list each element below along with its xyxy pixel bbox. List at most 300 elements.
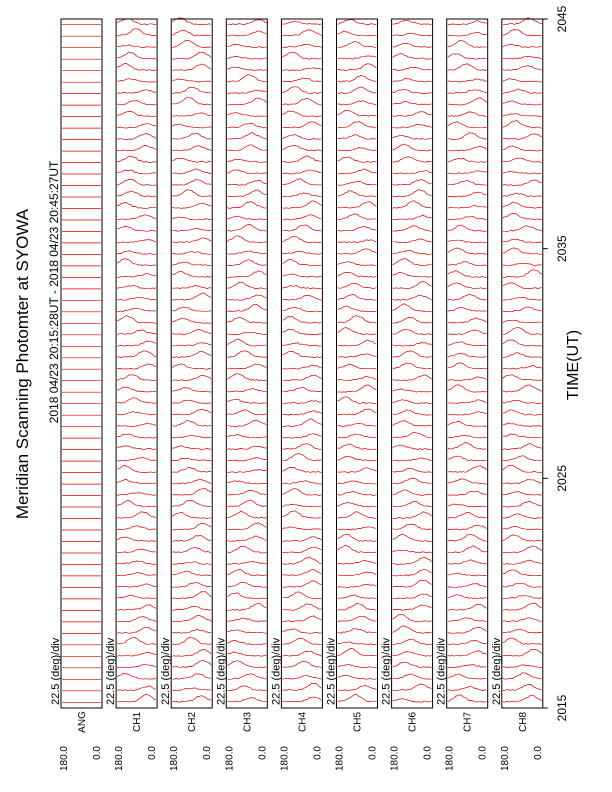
scan-trace <box>117 19 156 25</box>
scan-trace <box>338 181 377 185</box>
scan-trace <box>117 330 156 335</box>
scan-trace <box>503 618 542 622</box>
scan-trace <box>393 317 432 323</box>
scan-trace <box>117 29 156 36</box>
scan-trace <box>393 215 432 219</box>
scan-trace <box>503 134 542 140</box>
y-tick-label: 180.0 <box>499 746 511 772</box>
scan-trace <box>117 274 156 278</box>
scan-trace <box>227 56 266 59</box>
scan-trace <box>172 238 211 243</box>
scan-trace <box>393 226 432 232</box>
scan-trace <box>503 535 542 541</box>
scan-trace <box>172 30 211 36</box>
scan-trace <box>448 595 487 599</box>
scan-trace <box>172 375 211 380</box>
scan-trace <box>393 662 432 667</box>
scan-trace <box>338 385 377 392</box>
scan-trace <box>448 79 487 82</box>
scan-trace <box>448 525 487 530</box>
scan-trace <box>282 225 321 231</box>
scan-trace <box>227 698 266 702</box>
scan-trace <box>282 170 321 174</box>
scan-trace <box>448 442 487 449</box>
scan-trace <box>172 467 211 472</box>
scan-trace <box>338 456 377 461</box>
scan-trace <box>227 236 266 243</box>
scan-trace <box>117 501 156 507</box>
scan-trace <box>448 146 487 151</box>
scan-trace <box>227 159 266 162</box>
scan-trace <box>503 583 542 587</box>
scan-trace <box>393 558 432 565</box>
scan-trace <box>503 30 542 36</box>
scan-trace <box>282 30 321 36</box>
scan-trace <box>393 534 432 541</box>
scan-trace <box>282 527 321 530</box>
chart-title: Meridian Scanning Photomter at SYOWA <box>13 208 32 520</box>
scan-trace <box>117 457 156 461</box>
scan-trace <box>282 179 321 186</box>
scan-trace <box>172 650 211 657</box>
scan-trace <box>172 592 211 599</box>
scan-trace <box>338 227 377 232</box>
y-tick-label: 180.0 <box>169 746 181 772</box>
scan-trace <box>172 479 211 484</box>
scan-trace <box>227 44 266 47</box>
scan-trace <box>282 400 321 403</box>
scan-trace <box>503 375 542 381</box>
scan-trace <box>282 592 321 599</box>
scan-trace <box>393 445 432 450</box>
scan-trace <box>172 217 211 220</box>
y-tick-label: 180.0 <box>279 746 291 772</box>
panel-ch1-frame <box>116 19 157 708</box>
scan-trace <box>172 87 211 93</box>
scan-trace <box>503 270 542 278</box>
scan-trace <box>393 569 432 576</box>
scan-trace <box>393 171 432 174</box>
scan-trace <box>448 353 487 357</box>
scan-trace <box>338 603 377 610</box>
scan-trace <box>503 226 542 232</box>
scan-trace <box>172 64 211 70</box>
scan-trace <box>393 281 432 288</box>
scan-trace <box>338 584 377 587</box>
scan-trace <box>503 213 542 219</box>
scan-trace <box>172 446 211 450</box>
scan-trace <box>227 481 266 484</box>
scan-trace <box>503 44 542 47</box>
scan-trace <box>503 695 542 702</box>
y-tick-label: 0.0 <box>477 746 489 760</box>
scan-trace <box>448 491 487 495</box>
scan-trace <box>338 87 377 94</box>
scale-label: 22.5 (deg)/div <box>50 637 62 705</box>
scan-trace <box>172 293 211 300</box>
scan-trace <box>393 44 432 48</box>
scan-trace <box>227 561 266 564</box>
scan-trace <box>448 412 487 415</box>
scan-trace <box>338 534 377 541</box>
scan-trace <box>448 248 487 254</box>
scan-trace <box>172 179 211 185</box>
scan-trace <box>172 674 211 680</box>
scan-trace <box>282 111 321 117</box>
scan-trace <box>393 594 432 599</box>
scan-trace <box>393 79 432 82</box>
scan-trace <box>227 260 266 266</box>
scan-trace <box>503 526 542 530</box>
scan-trace <box>117 673 156 679</box>
scan-trace <box>448 64 487 71</box>
scan-trace <box>338 545 377 553</box>
scan-trace <box>448 262 487 266</box>
scan-trace <box>117 512 156 518</box>
scan-trace <box>448 330 487 335</box>
scan-trace <box>393 33 432 36</box>
scan-trace <box>172 387 211 392</box>
scan-trace <box>227 364 266 369</box>
scan-trace <box>503 673 542 680</box>
scan-trace <box>227 317 266 323</box>
scan-trace <box>227 434 266 438</box>
scan-trace <box>227 470 266 473</box>
scan-trace <box>117 686 156 691</box>
scan-trace <box>448 627 487 633</box>
scan-trace <box>448 421 487 426</box>
scan-trace <box>282 274 321 277</box>
scan-trace <box>503 560 542 564</box>
scan-trace <box>503 546 542 553</box>
scan-trace <box>227 399 266 403</box>
scan-trace <box>338 354 377 358</box>
scan-trace <box>227 225 266 232</box>
scan-trace <box>282 87 321 94</box>
scan-trace <box>117 308 156 312</box>
scan-trace <box>338 121 377 128</box>
scan-trace <box>117 665 156 668</box>
scan-trace <box>503 385 542 392</box>
panel-ch7-traces <box>448 21 487 702</box>
scan-trace <box>172 307 211 311</box>
y-tick-label: 180.0 <box>224 746 236 772</box>
scan-trace <box>117 375 156 381</box>
scan-trace <box>338 306 377 312</box>
scan-trace <box>172 400 211 403</box>
scan-trace <box>448 674 487 679</box>
scan-trace <box>393 615 432 622</box>
scan-trace <box>338 283 377 288</box>
scan-trace <box>448 665 487 668</box>
scan-trace <box>338 560 377 564</box>
scan-trace <box>503 514 542 519</box>
scale-label: 22.5 (deg)/div <box>435 637 448 705</box>
scan-trace <box>117 227 156 232</box>
scan-trace <box>503 502 542 508</box>
scan-trace <box>117 364 156 369</box>
scan-trace <box>503 202 542 208</box>
channel-label: CH5 <box>352 711 364 733</box>
scan-trace <box>282 156 321 163</box>
scan-trace <box>503 283 542 289</box>
scan-trace <box>448 271 487 278</box>
scan-trace <box>117 316 156 324</box>
scan-trace <box>393 605 432 610</box>
scan-trace <box>338 616 377 621</box>
scan-trace <box>227 582 266 587</box>
scan-trace <box>282 78 321 82</box>
scan-trace <box>172 343 211 346</box>
scan-trace <box>448 385 487 392</box>
panel-ch4-traces <box>282 21 321 702</box>
scan-trace <box>172 660 211 667</box>
scan-trace <box>503 479 542 484</box>
scan-trace <box>503 239 542 243</box>
scan-trace <box>338 20 377 25</box>
scan-trace <box>227 458 266 462</box>
scan-trace <box>227 124 266 128</box>
scan-trace <box>117 584 156 588</box>
scan-trace <box>282 604 321 610</box>
scan-trace <box>503 434 542 438</box>
scan-trace <box>448 205 487 208</box>
scan-trace <box>282 286 321 289</box>
scan-trace <box>393 89 432 93</box>
scan-trace <box>117 90 156 94</box>
scan-trace <box>282 307 321 311</box>
scan-trace <box>172 98 211 105</box>
scan-trace <box>448 192 487 197</box>
scan-trace <box>448 225 487 231</box>
scan-trace <box>282 146 321 151</box>
y-tick-label: 0.0 <box>312 746 324 760</box>
scale-label: 22.5 (deg)/div <box>490 637 503 705</box>
scan-trace <box>282 411 321 416</box>
scan-trace <box>503 120 542 128</box>
scan-trace <box>503 570 542 576</box>
scan-trace <box>503 629 542 633</box>
panel-ch1-traces <box>117 19 156 702</box>
scan-trace <box>338 169 377 174</box>
scan-trace <box>338 468 377 473</box>
scan-trace <box>117 617 156 622</box>
scan-trace <box>393 674 432 679</box>
scan-trace <box>282 569 321 576</box>
scan-trace <box>503 56 542 59</box>
y-tick-label: 0.0 <box>202 746 214 760</box>
scan-trace <box>338 481 377 484</box>
scan-trace <box>393 190 432 197</box>
x-tick-label: 2025 <box>555 464 569 492</box>
scan-trace <box>503 328 542 335</box>
scan-trace <box>338 214 377 220</box>
scan-trace <box>503 79 542 82</box>
scan-trace <box>117 146 156 151</box>
scan-trace <box>117 239 156 243</box>
scan-trace <box>338 101 377 105</box>
scan-trace <box>393 639 432 645</box>
scan-trace <box>393 329 432 334</box>
scan-trace <box>117 133 156 139</box>
scan-trace <box>227 282 266 289</box>
scan-trace <box>282 52 321 59</box>
scan-trace <box>172 409 211 415</box>
scan-trace <box>117 549 156 553</box>
scan-trace <box>117 493 156 496</box>
scan-trace <box>338 110 377 116</box>
scan-trace <box>227 67 266 71</box>
scan-trace <box>117 341 156 346</box>
scan-trace <box>393 490 432 496</box>
scale-label: 22.5 (deg)/div <box>325 637 338 705</box>
scan-trace <box>282 481 321 485</box>
scan-trace <box>282 444 321 450</box>
scan-trace <box>117 434 156 438</box>
scan-trace <box>227 295 266 300</box>
scan-trace <box>338 376 377 380</box>
scan-trace <box>117 398 156 404</box>
scan-trace <box>227 339 266 346</box>
scan-trace <box>338 191 377 197</box>
scan-trace <box>503 638 542 645</box>
scan-trace <box>338 664 377 668</box>
scan-trace <box>117 537 156 541</box>
scan-trace <box>393 363 432 369</box>
scale-label: 22.5 (deg)/div <box>380 637 393 705</box>
scan-trace <box>227 251 266 254</box>
scan-trace <box>448 122 487 128</box>
scan-trace <box>282 547 321 553</box>
scan-trace <box>227 490 266 495</box>
scan-trace <box>503 180 542 185</box>
scan-trace <box>338 397 377 404</box>
scan-trace <box>503 400 542 403</box>
scan-trace <box>448 640 487 644</box>
scan-trace <box>117 595 156 598</box>
scan-trace <box>338 31 377 36</box>
scan-trace <box>227 420 266 427</box>
scan-trace <box>282 388 321 392</box>
scan-trace <box>338 135 377 140</box>
scan-trace <box>227 304 266 311</box>
scan-trace <box>282 193 321 197</box>
panel-ch4-frame <box>281 19 322 708</box>
scan-trace <box>172 583 211 588</box>
scan-trace <box>117 251 156 254</box>
scan-trace <box>393 400 432 404</box>
scan-trace <box>448 504 487 507</box>
scan-trace <box>117 100 156 105</box>
scale-label: 22.5 (deg)/div <box>270 637 283 705</box>
scan-trace <box>227 569 266 575</box>
scan-trace <box>393 580 432 587</box>
scan-trace <box>393 410 432 415</box>
scan-trace <box>448 54 487 60</box>
scan-trace <box>448 180 487 185</box>
y-tick-label: 0.0 <box>532 746 544 760</box>
scan-trace <box>448 98 487 105</box>
scan-trace <box>393 478 432 484</box>
scan-trace <box>117 465 156 472</box>
scan-trace <box>503 248 542 254</box>
scan-trace <box>338 249 377 254</box>
scan-trace <box>172 272 211 278</box>
scan-trace <box>393 54 432 60</box>
scan-trace <box>282 122 321 128</box>
scan-trace <box>448 32 487 36</box>
scan-trace <box>338 503 377 508</box>
scan-trace <box>172 318 211 323</box>
scan-trace <box>393 20 432 24</box>
scan-trace <box>227 31 266 36</box>
scan-trace <box>227 652 266 656</box>
scan-trace <box>503 491 542 495</box>
scan-trace <box>227 674 266 680</box>
scan-trace <box>172 523 211 530</box>
scan-trace <box>393 524 432 529</box>
panel-ch2-frame <box>171 19 212 708</box>
scan-trace <box>393 250 432 254</box>
scan-trace <box>227 181 266 186</box>
scan-trace <box>172 435 211 438</box>
scan-trace <box>282 44 321 47</box>
scan-trace <box>117 156 156 163</box>
scan-trace <box>448 512 487 518</box>
scan-trace <box>282 697 321 702</box>
scan-trace <box>282 581 321 587</box>
scan-trace <box>227 523 266 530</box>
scan-trace <box>448 377 487 381</box>
scan-trace <box>393 144 432 151</box>
scan-trace <box>393 180 432 186</box>
scan-trace <box>393 375 432 381</box>
scan-trace <box>117 446 156 450</box>
y-tick-label: 180.0 <box>389 746 401 772</box>
scan-trace <box>393 112 432 117</box>
scan-trace <box>448 158 487 162</box>
scan-trace <box>448 466 487 473</box>
scan-trace <box>227 603 266 610</box>
scan-trace <box>227 500 266 507</box>
scan-trace <box>448 112 487 117</box>
scan-trace <box>227 98 266 105</box>
scan-trace <box>282 629 321 633</box>
scan-trace <box>503 410 542 416</box>
scan-trace <box>393 651 432 656</box>
scan-trace <box>338 409 377 415</box>
scan-trace <box>503 307 542 312</box>
channel-label: ANG <box>77 711 88 733</box>
scan-trace <box>448 604 487 610</box>
scan-trace <box>227 20 266 25</box>
scan-trace <box>227 511 266 518</box>
scale-label: 22.5 (deg)/div <box>105 637 118 705</box>
time-range-label: 2018 04/23 20:15:28UT - 2018 04/23 20:45:27UT <box>47 160 61 424</box>
scan-trace <box>172 203 211 208</box>
scan-trace <box>117 179 156 185</box>
scan-trace <box>448 546 487 553</box>
scan-trace <box>282 375 321 381</box>
scan-trace <box>282 134 321 139</box>
scan-trace <box>448 363 487 369</box>
scan-trace <box>282 504 321 507</box>
scan-trace <box>503 146 542 151</box>
scan-trace <box>448 573 487 576</box>
x-tick-label: 2045 <box>555 5 569 33</box>
scan-trace <box>227 593 266 599</box>
scan-trace <box>172 286 211 289</box>
